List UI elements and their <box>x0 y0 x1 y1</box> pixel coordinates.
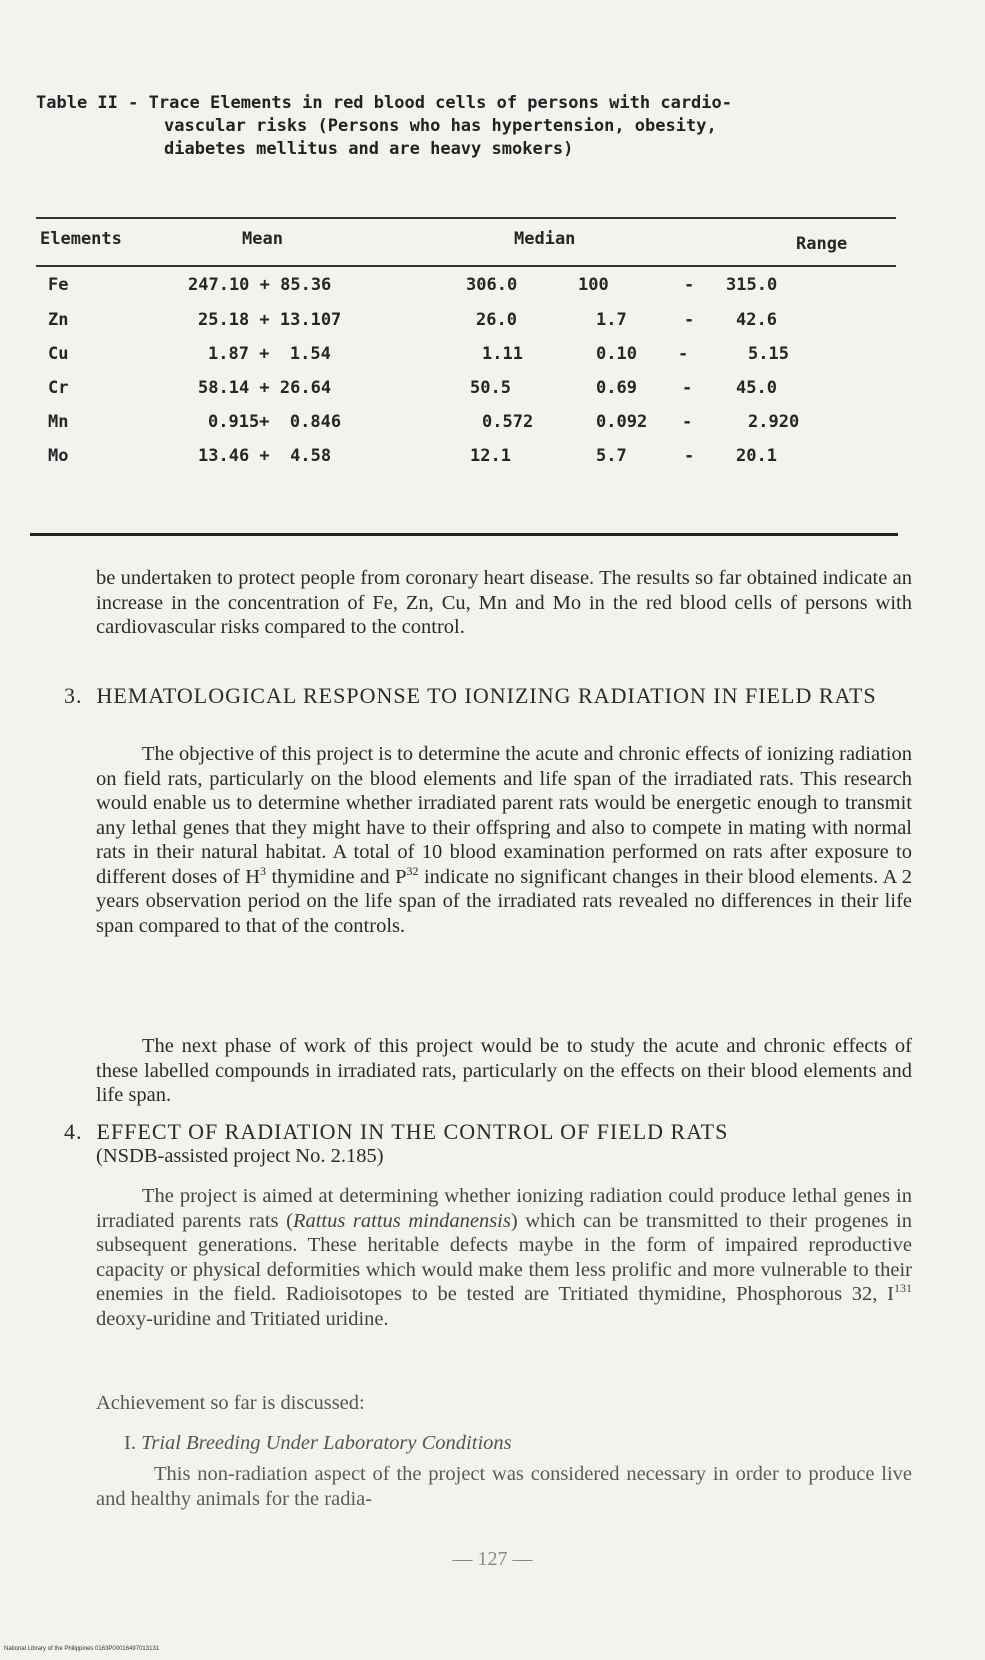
cell-range-low: 5.7 <box>596 446 627 466</box>
table-row <box>36 412 896 442</box>
cell-median: 306.0 <box>466 275 518 295</box>
cell-range-high: 5.15 <box>748 344 789 364</box>
cell-range-high: 20.1 <box>736 446 777 466</box>
section-3-text-c: indicate no significant changes in their blood elements. A 2 years observation period on the life span of the irradiated rats revealed no differences in their life span compared to that of the controls. <box>96 865 912 937</box>
superscript-h: 3 <box>260 863 266 878</box>
cell-mean: 1.87 + 1.54 <box>208 344 331 364</box>
cell-range-high: 45.0 <box>736 378 777 398</box>
cell-median: 26.0 <box>476 310 517 330</box>
cell-range-low: 0.10 <box>596 344 637 364</box>
cell-range-low: 100 <box>578 275 609 295</box>
table-row <box>36 344 896 374</box>
cell-element: Fe <box>48 275 69 295</box>
caption-line-1: Trace Elements in red blood cells of persons with cardio- <box>148 93 732 113</box>
subsection-paragraph: This non-radiation aspect of the project was considered necessary in order to produce live and healthy animals for the radia- <box>96 1463 912 1510</box>
section-3-paragraph-1 <box>96 742 912 938</box>
table-header-rule <box>36 265 896 267</box>
cell-range-dash: - <box>684 310 695 330</box>
cell-range-low: 0.092 <box>596 412 648 432</box>
superscript-p: 32 <box>406 863 419 878</box>
cell-median: 1.11 <box>482 344 523 364</box>
section-3-paragraph-2: The next phase of work of this project would be to study the acute and chronic effects of these labelled compounds in irradiated rats, particularly on the effects on their blood elements and life span. <box>96 1035 912 1106</box>
cell-median: 12.1 <box>470 446 511 466</box>
table-row <box>36 310 896 340</box>
cell-mean: 13.46 + 4.58 <box>198 446 332 466</box>
section-3-text-b: thymidine and P <box>266 865 407 888</box>
cell-element: Zn <box>48 310 69 330</box>
caption-line-3: diabetes mellitus and are heavy smokers) <box>164 139 574 159</box>
table-caption <box>36 92 916 161</box>
header-elements: Elements <box>40 229 122 249</box>
intro-paragraph: be undertaken to protect people from coronary heart disease. The results so far obtained indicate an increase in the concentration of Fe, Zn, Cu, Mn and Mo in the red blood cells of persons with cardiovascular risks compared to the control. <box>96 567 912 638</box>
section-4-text-c: deoxy-uridine and Tritiated uridine. <box>96 1307 389 1330</box>
section-3-heading <box>64 683 916 708</box>
page-number: — 127 — <box>452 1548 533 1570</box>
species-name: Rattus rattus mindanensis <box>292 1209 511 1232</box>
section-3-text-a: The objective of this project is to determine the acute and chronic effects of ionizing radiation on field rats, particularly on the blood elements and life span of the irradiated rats. This research would enable us to determine whether irradiated parent rats would be energetic enough to transmit any lethal genes that they might have to their offspring and also to compete in mating with normal rats in their natural habitat. A total of 10 blood examination performed on rats after exposure to different doses of H <box>96 743 912 888</box>
subsection-heading <box>124 1432 512 1455</box>
table-row <box>36 275 896 305</box>
cell-range-high: 2.920 <box>748 412 800 432</box>
section-4-heading <box>64 1119 916 1144</box>
section-4-text-a: The project is aimed at determining whether ionizing radiation could produce lethal genes in irradiated parents rats ( <box>96 1185 912 1232</box>
caption-line-2: vascular risks (Persons who has hypertension, obesity, <box>164 116 717 136</box>
cell-mean: 58.14 + 26.64 <box>198 378 332 398</box>
table-bottom-rule <box>30 533 898 536</box>
cell-element: Cu <box>48 344 69 364</box>
table-top-rule <box>36 217 896 219</box>
section-4-number: 4. <box>64 1119 83 1144</box>
cell-range-dash: - <box>684 275 695 295</box>
cell-median: 0.572 <box>482 412 534 432</box>
section-4-paragraph <box>96 1184 912 1331</box>
header-mean: Mean <box>242 229 283 249</box>
cell-range-dash: - <box>682 378 693 398</box>
cell-range-dash: - <box>684 446 695 466</box>
section-4-title: EFFECT OF RADIATION IN THE CONTROL OF FIELD RATS <box>96 1119 729 1144</box>
cell-element: Cr <box>48 378 69 398</box>
cell-range-dash: - <box>678 344 689 364</box>
subsection-title: Trial Breeding Under Laboratory Conditions <box>141 1432 512 1454</box>
header-range: Range <box>796 234 848 254</box>
table-row <box>36 378 896 408</box>
superscript-i: 131 <box>894 1281 912 1296</box>
section-4-subtitle: (NSDB-assisted project No. 2.185) <box>96 1145 384 1167</box>
section-3-title: HEMATOLOGICAL RESPONSE TO IONIZING RADIATION IN FIELD RATS <box>96 683 877 708</box>
footer-stamp: National Library of the Philippines 0163P00016497013131 <box>4 1646 160 1652</box>
cell-median: 50.5 <box>470 378 511 398</box>
cell-range-low: 1.7 <box>596 310 627 330</box>
cell-mean: 247.10 + 85.36 <box>188 275 332 295</box>
cell-mean: 25.18 + 13.107 <box>198 310 342 330</box>
section-3-number: 3. <box>64 683 83 708</box>
subsection-number: I. <box>124 1432 136 1454</box>
cell-element: Mn <box>48 412 69 432</box>
cell-element: Mo <box>48 446 69 466</box>
achievement-line: Achievement so far is discussed: <box>96 1392 365 1414</box>
table-label: Table II - <box>36 93 139 113</box>
cell-range-high: 315.0 <box>726 275 778 295</box>
header-median: Median <box>514 229 576 249</box>
table-row <box>36 446 896 476</box>
cell-range-low: 0.69 <box>596 378 637 398</box>
cell-mean: 0.915+ 0.846 <box>208 412 342 432</box>
cell-range-high: 42.6 <box>736 310 777 330</box>
cell-range-dash: - <box>682 412 693 432</box>
section-4-text-b: ) which can be transmitted to their progenes in subsequent generations. These heritable defects maybe in the form of impaired reproductive capacity or physical deformities which would make them less prolific and more vulnerable to their enemies in the field. Radioisotopes to be tested are Tritiated thymidine, Phosphorous 32, I <box>96 1209 912 1305</box>
